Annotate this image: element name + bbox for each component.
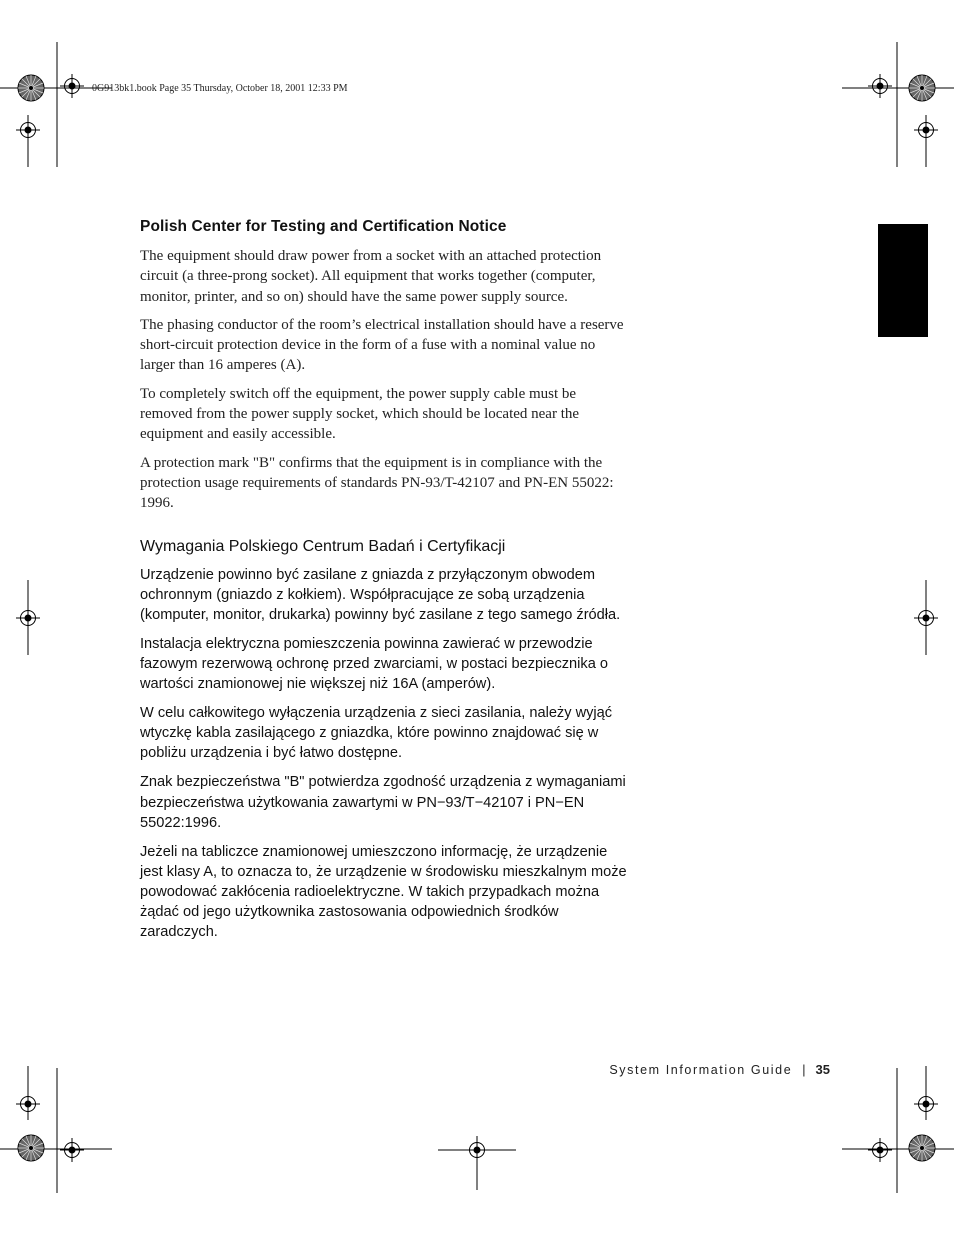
polish-paragraph-1: Urządzenie powinno być zasilane z gniazda z przyłączonym obwodem ochronnym (gniazdo z kołkiem). Współpracujące ze sobą urządzenia (komputer, monitor, drukarka) powinny być zasilane z tego samego źródła. [140,566,621,623]
polish-notice-heading: Wymagania Polskiego Centrum Badań i Certyfikacji [140,537,506,555]
english-paragraph-2: The phasing conductor of the room’s electrical installation should have a reserve short-circuit protection device in the form of a fuse with a nominal value no larger than 16 amperes (A). [140,316,624,374]
polish-paragraph-2: Instalacja elektryczna pomieszczenia powinna zawierać w przewodzie fazowym rezerwową ochronę przed zwarciami, w postaci bezpiecznika o wartości znamionowej nie większej niż 16A (amperów). [140,635,609,693]
page-footer [609,1062,830,1077]
english-paragraph-3: To completely switch off the equipment, the power supply cable must be removed from the power supply socket, which should be located near the equipment and easily accessible. [140,385,580,443]
section-thumb-tab [878,224,928,337]
footer-guide-title: System Information Guide [609,1063,793,1077]
footer-separator: | [802,1063,806,1077]
page-number: 35 [815,1062,830,1077]
print-slug: 0G913bk1.book Page 35 Thursday, October 18, 2001 12:33 PM [92,83,348,94]
english-paragraph-4: A protection mark "B" confirms that the equipment is in compliance with the protection usage requirements of standards PN-93/T-42107 and PN-EN 55022: 1996. [140,454,614,512]
page-content [140,218,632,951]
english-paragraph-1: The equipment should draw power from a socket with an attached protection circuit (a three-prong socket). All equipment that works together (computer, monitor, printer, and so on) should have the same power supply source. [140,248,602,305]
polish-paragraph-4: Znak bezpieczeństwa "B" potwierdza zgodność urządzenia z wymaganiami bezpieczeństwa użytkowania zawartymi w PN−93/T−42107 i PN−EN 55022:1996. [140,774,626,831]
polish-paragraph-3: W celu całkowitego wyłączenia urządzenia z sieci zasilania, należy wyjąć wtyczkę kabla zasilającego z gniazdka, które powinno znajdować się w pobliżu urządzenia i być łatwo dostępne. [140,705,613,762]
polish-paragraph-5: Jeżeli na tabliczce znamionowej umieszczono informację, że urządzenie jest klasy A, to oznacza to, że urządzenie w środowisku mieszkalnym może powodować zakłócenia radioelektryczne. W takich przypadkach można żądać od jego użytkownika zastosowania odpowiednich środków zaradczych. [140,843,627,941]
english-notice-heading: Polish Center for Testing and Certification Notice [140,218,507,235]
